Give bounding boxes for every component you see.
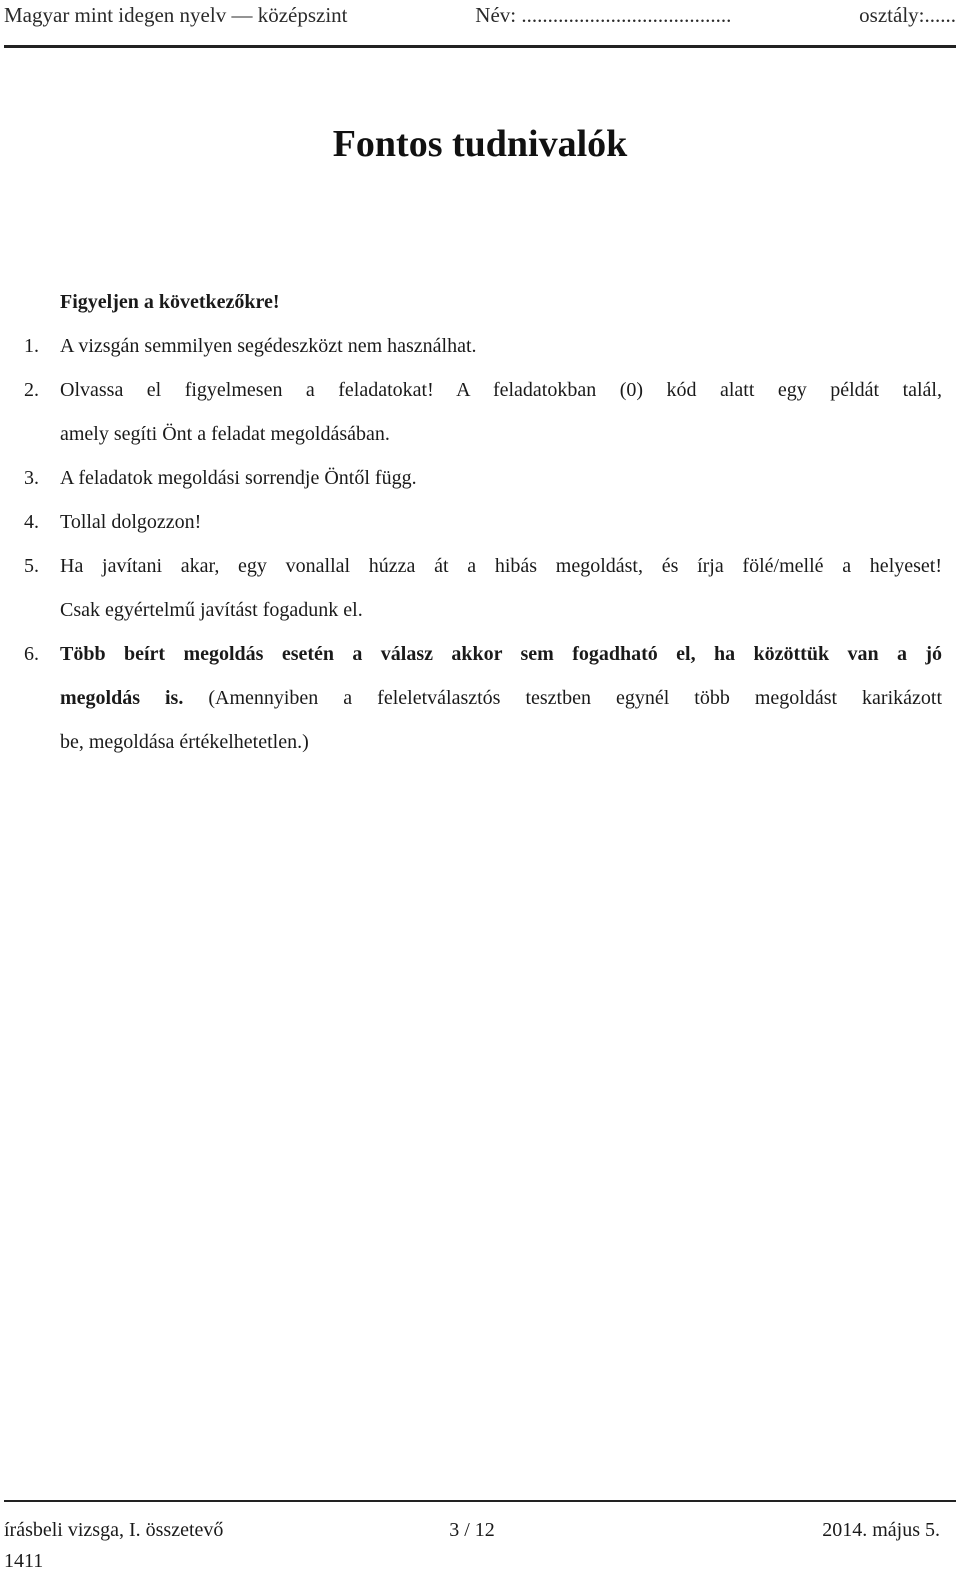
item-text: A vizsgán semmilyen segédeszközt nem használhat.	[60, 335, 477, 357]
item-text: A feladatok megoldási sorrendje Öntől függ.	[60, 467, 417, 489]
item-number: 6.	[24, 643, 39, 665]
item-number: 4.	[24, 511, 39, 533]
item-number: 3.	[24, 467, 39, 489]
header-divider	[4, 45, 956, 48]
item-text	[60, 632, 942, 676]
item-text: Olvassa el figyelmesen a feladatokat! A feladatokban (0) kód alatt egy példát talál,	[60, 379, 942, 401]
exam-code: 1411	[4, 1550, 44, 1572]
item-number: 1.	[24, 335, 39, 357]
item-number: 5.	[24, 555, 39, 577]
instructions-intro: Figyeljen a következőkre!	[60, 291, 280, 313]
page-header	[4, 0, 956, 30]
footer-divider	[4, 1500, 956, 1502]
item-text-bold: megoldás is.	[60, 687, 184, 709]
exam-subject: Magyar mint idegen nyelv — középszint	[4, 2, 348, 27]
page-number: 3 / 12	[449, 1518, 495, 1541]
page-footer	[4, 1515, 940, 1545]
item-text: Ha javítani akar, egy vonallal húzza át a hibás megoldást, és írja fölé/mellé a helyeset!	[60, 555, 942, 577]
item-text: be, megoldása értékelhetetlen.)	[60, 731, 309, 753]
name-field: Név: ........................................	[475, 2, 732, 27]
item-text-regular: (Amennyiben a feleletválasztós tesztben egynél több megoldást karikázott	[183, 687, 942, 709]
item-text: amely segíti Önt a feladat megoldásában.	[60, 423, 390, 445]
item-text: Csak egyértelmű javítást fogadunk el.	[60, 599, 363, 621]
item-text-bold: Több beírt megoldás esetén a válasz akkor sem fogadható el, ha közöttük van a jó	[60, 643, 942, 665]
item-text	[60, 676, 942, 720]
footer-date: 2014. május 5.	[822, 1518, 940, 1541]
item-number: 2.	[24, 379, 39, 401]
class-field: osztály:......	[859, 2, 956, 27]
item-text: Tollal dolgozzon!	[60, 511, 202, 533]
page-title: Fontos tudnivalók	[332, 123, 628, 165]
footer-exam-part: írásbeli vizsga, I. összetevő	[4, 1518, 224, 1541]
